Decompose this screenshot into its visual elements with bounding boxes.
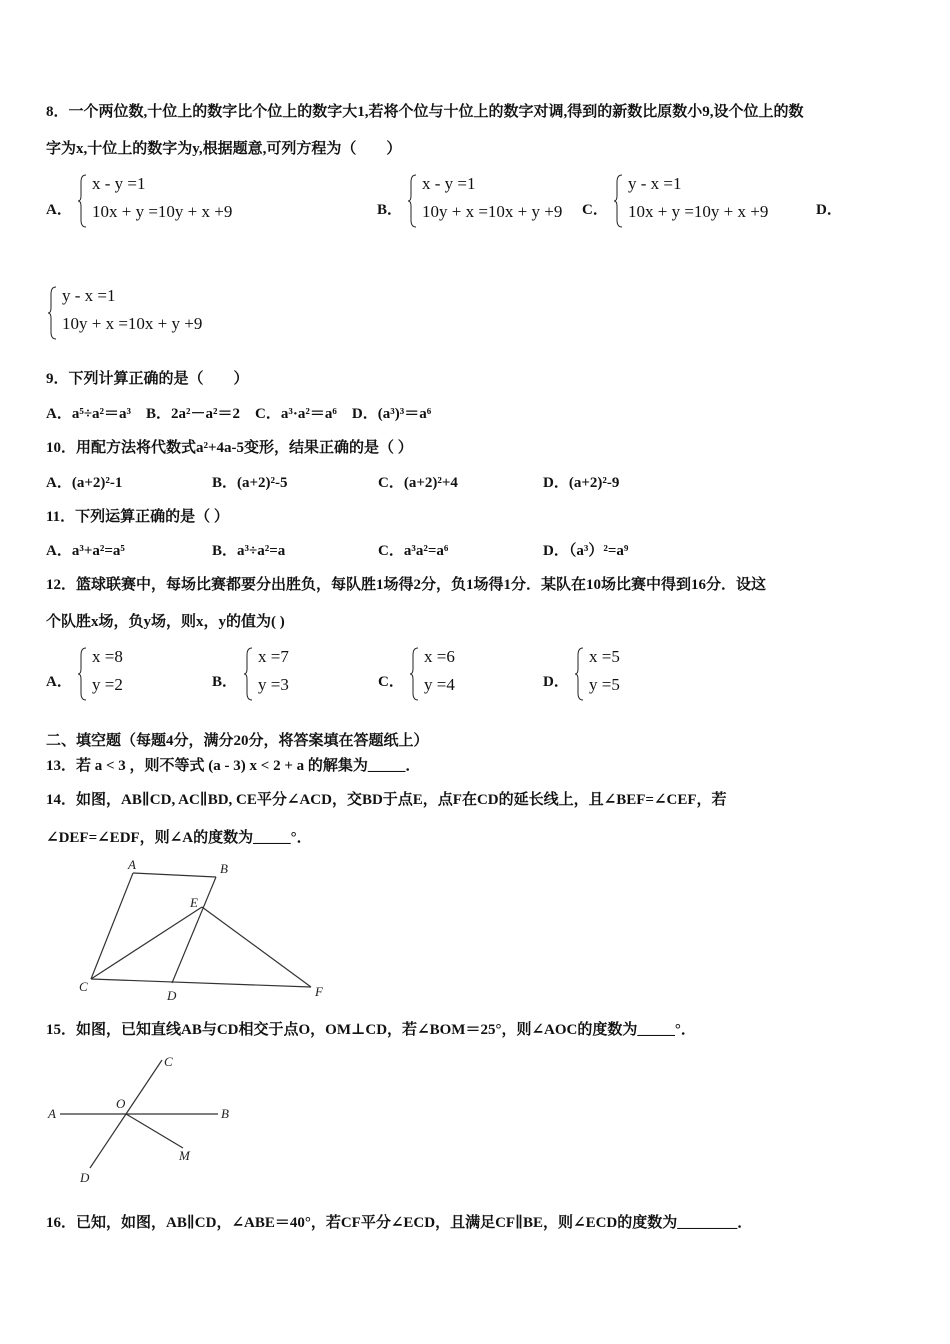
q11-option-b: B．a³÷a²=a (212, 543, 286, 559)
q12-option-d-label: D． (543, 674, 569, 690)
q10-title: 10．用配方法将代数式a²+4a-5变形，结果正确的是（ ） (46, 440, 413, 456)
q8-text-line2: 字为x,十位上的数字为y,根据题意,可列方程为（ ） (46, 141, 402, 157)
q8-option-b-label: B． (377, 202, 403, 218)
q12-text-line2: 个队胜x场，负y场，则x，y的值为( ) (46, 614, 285, 630)
point-label-e: E (190, 895, 198, 910)
brace-icon (614, 174, 624, 228)
section-heading: 二、填空题（每题4分，满分20分，将答案填在答题纸上） (46, 733, 429, 749)
q10-option-b: B．(a+2)²-5 (212, 475, 288, 491)
q10-option-a: A．(a+2)²-1 (46, 475, 123, 491)
equation-row: x =5 (589, 647, 620, 666)
equation-row: 10y + x =10x + y +9 (422, 202, 563, 221)
equation-row: y =3 (258, 675, 289, 694)
q9-options: A．a⁵÷a²＝a³ B．2a²－a²＝2 C．a³·a²＝a⁶ D．(a³)³＝a⁶ (46, 406, 432, 422)
equation-row: x =6 (424, 647, 455, 666)
equation-row: y =2 (92, 675, 123, 694)
brace-icon (244, 647, 254, 701)
q13-text: 13．若 a < 3 ，则不等式 (a - 3) x < 2 + a 的解集为_____． (46, 758, 421, 774)
equation-row: 10y + x =10x + y +9 (62, 314, 203, 333)
equation-row: x =8 (92, 647, 123, 666)
q9-title: 9．下列计算正确的是（ ） (46, 371, 249, 387)
equation-row: x =7 (258, 647, 289, 666)
q11-title: 11．下列运算正确的是（ ） (46, 509, 229, 525)
q11-option-c: C．a³a²=a⁶ (378, 543, 449, 559)
q8-option-c-label: C． (582, 202, 608, 218)
brace-icon (48, 286, 58, 340)
point-label-m: M (179, 1148, 190, 1163)
brace-icon (78, 647, 88, 701)
equation-row: 10x + y =10y + x +9 (628, 202, 769, 221)
q14-text-line1: 14．如图，AB∥CD, AC∥BD, CE平分∠ACD，交BD于点E，点F在CD的延长线上，且∠BEF=∠CEF，若 (46, 792, 727, 808)
q8-text-line1: 8．一个两位数,十位上的数字比个位上的数字大1,若将个位与十位上的数字对调,得到的新数比原数小9,设个位上的数 (46, 104, 804, 120)
q11-option-a: A．a³+a²=a⁵ (46, 543, 125, 559)
equation-row: y =4 (424, 675, 455, 694)
q12-option-b-label: B． (212, 674, 238, 690)
equation-row: x - y =1 (92, 174, 146, 193)
equation-row: 10x + y =10y + x +9 (92, 202, 233, 221)
equation-row: y - x =1 (628, 174, 682, 193)
brace-icon (575, 647, 585, 701)
point-label-b: B (221, 1106, 229, 1121)
point-label-c: C (79, 979, 88, 994)
point-label-a: A (48, 1106, 56, 1121)
point-label-d: D (167, 988, 177, 1003)
point-label-f: F (315, 984, 323, 999)
equation-row: y =5 (589, 675, 620, 694)
q11-option-d: D．（a³）²=a⁹ (543, 543, 629, 559)
point-label-a: A (128, 857, 136, 872)
brace-icon (408, 174, 418, 228)
q14-text-line2: ∠DEF=∠EDF，则∠A的度数为_____°． (46, 830, 312, 846)
q8-option-d-label: D． (816, 202, 842, 218)
point-label-d: D (80, 1170, 90, 1185)
point-label-b: B (220, 861, 228, 876)
q12-option-a-label: A． (46, 674, 72, 690)
brace-icon (410, 647, 420, 701)
point-label-c: C (164, 1054, 173, 1069)
q10-option-d: D．(a+2)²-9 (543, 475, 620, 491)
q15-text: 15．如图，已知直线AB与CD相交于点O，OM⊥CD，若∠BOM＝25°，则∠AOC的度数为_____°． (46, 1022, 696, 1038)
equation-row: y - x =1 (62, 286, 116, 305)
brace-icon (78, 174, 88, 228)
q12-option-c-label: C． (378, 674, 404, 690)
point-label-o: O (116, 1096, 126, 1111)
q16-text: 16．已知，如图，AB∥CD，∠ABE＝40°，若CF平分∠ECD，且满足CF∥BE，则∠ECD的度数为________． (46, 1215, 753, 1231)
equation-row: x - y =1 (422, 174, 476, 193)
q12-text-line1: 12．篮球联赛中，每场比赛都要分出胜负，每队胜1场得2分，负1场得1分．某队在10场比赛中得到16分．设这 (46, 577, 767, 593)
q10-option-c: C．(a+2)²+4 (378, 475, 458, 491)
q14-geometry-figure (70, 855, 340, 1005)
q15-geometry-figure (40, 1048, 250, 1193)
q8-option-a-label: A． (46, 202, 72, 218)
